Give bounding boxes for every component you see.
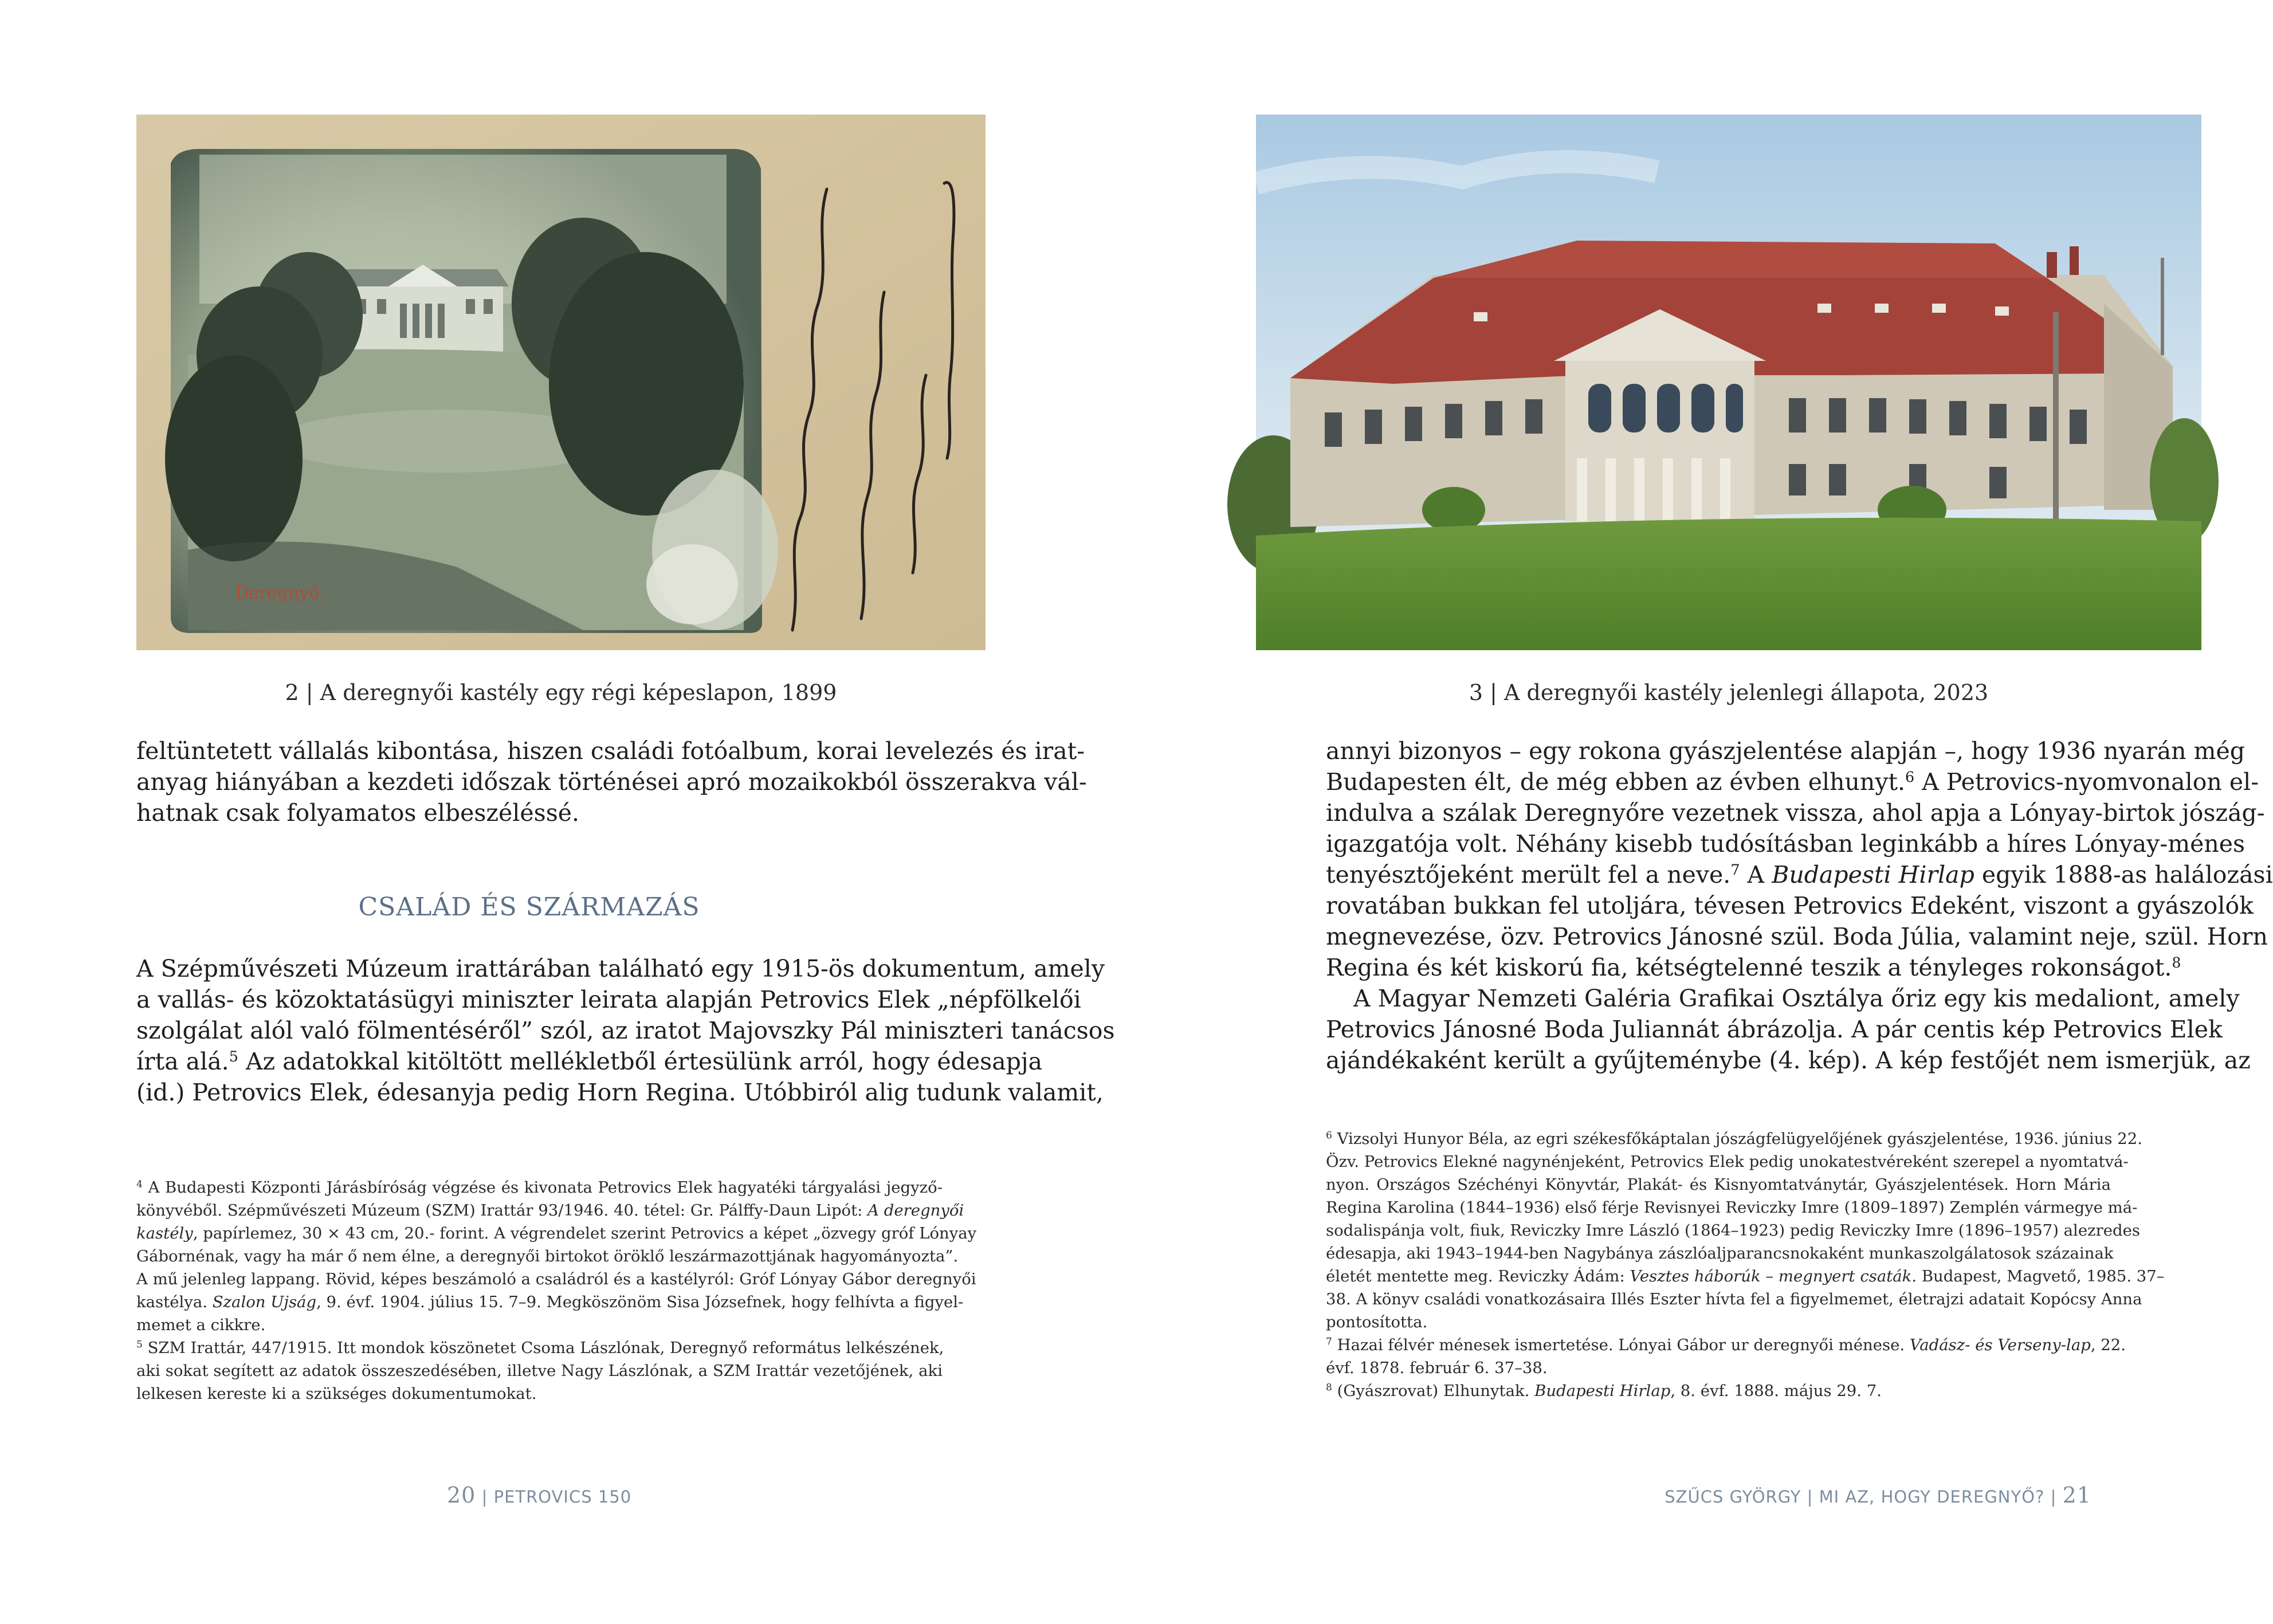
right-main-text [1326,736,2273,1076]
note-line: pontosította. [1326,1313,1428,1331]
note-span: életét mentette meg. Reviczky Ádám: [1326,1267,1630,1285]
note-line: A mű jelenleg lappang. Rövid, képes beszámoló a családról és a kastélyról: Gróf Lónyay Gábor deregnyői [136,1270,976,1288]
note-line [1326,1379,2111,1402]
note-span: A Budapesti Központi Járásbíróság végzése és kivonata Petrovics Elek hagyatéki tárgyalási jegyző- [148,1178,943,1197]
footnote-7 [1326,1334,2126,1379]
text-line: rovatában bukkan fel utoljára, tévesen Petrovics Edeként, viszont a gyászolók [1326,892,2254,919]
note-span: könyvéből. Szépművészeti Múzeum (SZM) Irattár 93/1946. 40. tétel: Gr. Pálffy-Daun Lipót: [136,1201,868,1220]
note-line [136,1176,943,1199]
text-line: annyi bizonyos – egy rokona gyászjelentése alapján –, hogy 1936 nyarán még [1326,737,2245,765]
note-italic: A deregnyői [867,1201,964,1220]
running-title: PETROVICS 150 [493,1487,632,1507]
text-line: szolgálat alól való fölmentéséről” szól, az iratot Majovszky Pál miniszteri tanácsos [136,1017,1115,1044]
note-italic: Szalon Ujság [212,1293,317,1311]
postcard-label: Deregnyő. [235,583,325,603]
note-line [1326,1265,2165,1288]
note-span: (Gyászrovat) Elhunytak. [1337,1382,1535,1400]
footnote-ref: 6 [1905,768,1915,786]
italic-title: Budapesti Hirlap [1772,861,1974,888]
note-span: , 9. évf. 1904. július 15. 7–9. Megköszönöm Sisa Józsefnek, hogy felhívta a figyel- [316,1293,964,1311]
note-span: , papírlemez, 30 × 43 cm, 20.- forint. A végrendelet szerint Petrovics a képet „özvegy gróf Lónyay [193,1224,977,1242]
note-span: . Budapest, Magvető, 1985. 37– [1911,1267,2165,1285]
footnote-8 [1326,1379,2111,1402]
left-footnotes [136,1176,977,1405]
text-line: (id.) Petrovics Elek, édesanyja pedig Horn Regina. Utóbbiról alig tudunk valamit, [136,1079,1104,1106]
text-line: a vallás- és közoktatásügyi miniszter leirata alapján Petrovics Elek „népfölkelői [136,986,1081,1013]
note-line [136,1336,943,1359]
note-span: , 8. évf. 1888. május 29. 7. [1670,1382,1882,1400]
text-line [1326,766,2259,797]
note-line [136,1199,964,1222]
note-italic: kastély [136,1224,193,1242]
right-footnotes [1326,1127,2165,1402]
castle-photo [1256,115,2201,650]
note-italic: Vadász- és Verseny-lap [1909,1336,2091,1354]
text-span: A Petrovics-nyomvonalon el- [1914,768,2259,796]
text-span: tenyésztőjeként merült fel a neve. [1326,861,1731,888]
text-line: anyag hiányában a kezdeti időszak történései apró mozaikokból összerakva vál- [136,768,1087,796]
text-line [1326,952,2181,983]
text-line: ajándékaként került a gyűjteménybe (4. kép). A kép festőjét nem ismerjük, az [1326,1047,2251,1074]
note-line: 38. A könyv családi vonatkozásaira Illés Eszter hívta fel a figyelmemet, életrajzi adatait Kopócsy Anna [1326,1290,2142,1308]
note-line [136,1291,964,1314]
note-line: memet a cikkre. [136,1316,266,1334]
text-line: igazgatója volt. Néhány kisebb tudósításban leginkább a híres Lónyay-ménes [1326,830,2245,858]
text-line [1326,859,2273,890]
note-span: Vizsolyi Hunyor Béla, az egri székesfőkáptalan jószágfelügyelőjének gyászjelentése, 1936. június 22. [1337,1130,2142,1148]
left-intro-paragraph [136,736,1087,828]
text-line: feltüntetett vállalás kibontása, hiszen családi fotóalbum, korai levelezés és irat- [136,737,1085,765]
text-span: Az adatokkal kitöltött mellékletből értesülünk arról, hogy édesapja [238,1048,1043,1075]
note-italic: Vesztes háborúk – megnyert csaták [1630,1267,1912,1285]
text-span: egyik 1888-as halálozási [1974,861,2273,888]
left-main-paragraph [136,953,1115,1108]
footnote-mark: 4 [136,1178,143,1190]
footnote-ref: 8 [2172,954,2181,972]
folio-separator: | [2050,1487,2057,1507]
text-line: indulva a szálak Deregnyőre vezetnek vissza, ahol apja a Lónyay-birtok jószág- [1326,799,2265,827]
section-heading: CSALÁD ÉS SZÁRMAZÁS [358,892,700,922]
page-number: 20 [447,1483,476,1508]
footnote-ref: 5 [229,1048,238,1065]
right-folio [1664,1483,2091,1508]
text-line: A Magyar Nemzeti Galéria Grafikai Osztálya őriz egy kis medaliont, amely [1353,985,2240,1012]
folio-separator: | [481,1487,488,1507]
note-span: kastélya. [136,1293,213,1311]
note-span: SZM Irattár, 447/1915. Itt mondok köszönetet Csoma Lászlónak, Deregnyő református lelkészének, [147,1339,944,1357]
note-line: Regina Karolina (1844–1936) első férje Revisnyei Reviczky Imre (1809–1897) Zemplén vármegye má- [1326,1198,2138,1217]
text-line: hatnak csak folyamatos elbeszéléssé. [136,799,580,827]
note-italic: Budapesti Hirlap [1534,1382,1671,1400]
footnote-4 [136,1176,977,1336]
footnote-5 [136,1336,943,1405]
figure-2-caption: 2 | A deregnyői kastély egy régi képeslapon, 1899 [285,680,837,705]
footnote-mark: 7 [1326,1336,1332,1348]
footnote-mark: 5 [136,1339,143,1351]
footnote-ref: 7 [1730,861,1740,879]
note-span: Hazai félvér ménesek ismertetése. Lónyai Gábor ur deregnyői ménese. [1337,1336,1910,1354]
figure-3-caption: 3 | A deregnyői kastély jelenlegi állapota, 2023 [1469,680,1989,705]
page-number: 21 [2062,1483,2091,1508]
text-line: A Szépművészeti Múzeum irattárában található egy 1915-ös dokumentum, amely [136,955,1105,982]
note-line [136,1222,977,1245]
footnote-mark: 6 [1326,1130,1332,1142]
note-line: édesapja, aki 1943–1944-ben Nagybánya zászlóaljparancsnokaként munkaszolgálatosok százainak [1326,1244,2114,1263]
footnote-6 [1326,1127,2165,1334]
note-line [1326,1334,2126,1356]
note-line: lelkesen kereste ki a szükséges dokumentumokat. [136,1385,537,1403]
note-span: , 22. [2090,1336,2126,1354]
note-line [1326,1127,2142,1150]
postcard-photo [136,115,986,650]
footnote-mark: 8 [1326,1382,1332,1394]
text-line: megnevezése, özv. Petrovics Jánosné szül. Boda Júlia, valamint neje, szül. Horn [1326,923,2268,950]
note-line: aki sokat segített az adatok összeszedésében, illetve Nagy Lászlónak, a SZM Irattár vezetőjének, aki [136,1362,943,1380]
note-line: sodalispánja volt, fiuk, Reviczky Imre László (1864–1923) pedig Reviczky Imre (1896–1957) alezredes [1326,1221,2141,1240]
text-span: Budapesten élt, de még ebben az évben elhunyt. [1326,768,1906,796]
text-span: Regina és két kiskorú fia, kétségtelenné teszik a tényleges rokonságot. [1326,954,2172,981]
left-folio [447,1483,631,1508]
running-title: SZŰCS GYÖRGY | MI AZ, HOGY DEREGNYŐ? [1664,1487,2045,1507]
text-span: írta alá. [136,1048,229,1075]
text-span: A [1740,861,1772,888]
note-line: évf. 1878. február 6. 37–38. [1326,1359,1548,1377]
text-line [136,1046,1043,1077]
note-line: Özv. Petrovics Elekné nagynénjeként, Petrovics Elek pedig unokatestvéreként szerepel a nyomtatvá- [1326,1153,2129,1171]
note-line: nyon. Országos Széchényi Könyvtár, Plakát- és Kisnyomtatványtár, Gyászjelentések. Horn Mária [1326,1175,2111,1194]
text-line: Petrovics Jánosné Boda Juliannát ábrázolja. A pár centis kép Petrovics Elek [1326,1016,2223,1043]
note-line: Gábornénak, vagy ha már ő nem élne, a deregnyői birtokot öröklő leszármazottjának hagyományozta”. [136,1247,959,1265]
